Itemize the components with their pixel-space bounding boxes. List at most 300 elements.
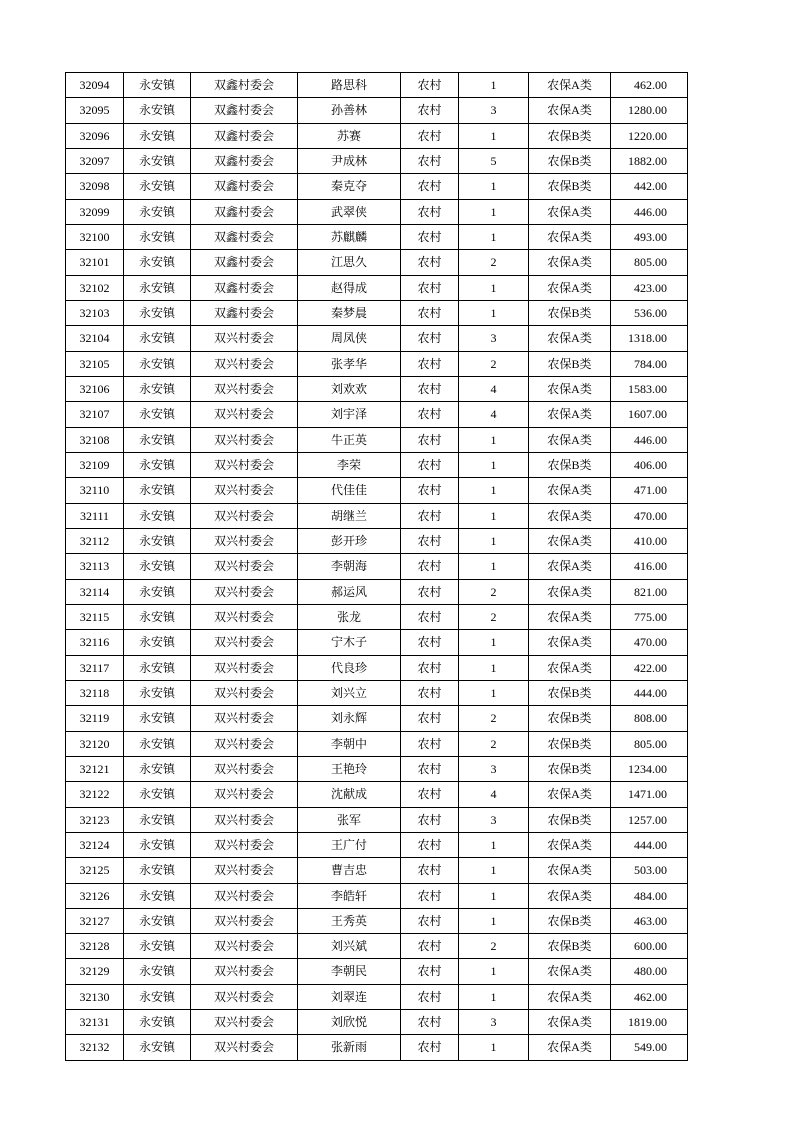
cell-residence: 农村 xyxy=(401,731,459,756)
cell-category: 农保A类 xyxy=(529,250,611,275)
cell-residence: 农村 xyxy=(401,326,459,351)
cell-category: 农保A类 xyxy=(529,1010,611,1035)
cell-residence: 农村 xyxy=(401,250,459,275)
cell-town: 永安镇 xyxy=(124,427,191,452)
table-row xyxy=(66,1010,688,1035)
cell-name: 秦梦晨 xyxy=(298,300,401,325)
cell-town: 永安镇 xyxy=(124,630,191,655)
cell-category: 农保A类 xyxy=(529,402,611,427)
cell-id: 32115 xyxy=(66,604,124,629)
cell-name: 张龙 xyxy=(298,604,401,629)
cell-count: 1 xyxy=(459,123,529,148)
cell-amount: 1607.00 xyxy=(611,402,688,427)
cell-amount: 549.00 xyxy=(611,1035,688,1060)
cell-village: 双兴村委会 xyxy=(191,503,298,528)
cell-amount: 416.00 xyxy=(611,554,688,579)
cell-amount: 444.00 xyxy=(611,832,688,857)
table-row xyxy=(66,604,688,629)
cell-town: 永安镇 xyxy=(124,984,191,1009)
cell-category: 农保B类 xyxy=(529,351,611,376)
cell-count: 1 xyxy=(459,630,529,655)
cell-name: 刘兴立 xyxy=(298,680,401,705)
table-row xyxy=(66,908,688,933)
cell-village: 双兴村委会 xyxy=(191,402,298,427)
cell-count: 1 xyxy=(459,655,529,680)
cell-count: 3 xyxy=(459,326,529,351)
cell-count: 4 xyxy=(459,782,529,807)
table-row xyxy=(66,148,688,173)
cell-count: 2 xyxy=(459,351,529,376)
cell-residence: 农村 xyxy=(401,655,459,680)
table-row xyxy=(66,73,688,98)
cell-id: 32116 xyxy=(66,630,124,655)
cell-town: 永安镇 xyxy=(124,503,191,528)
cell-count: 1 xyxy=(459,908,529,933)
cell-amount: 470.00 xyxy=(611,503,688,528)
cell-village: 双兴村委会 xyxy=(191,604,298,629)
cell-residence: 农村 xyxy=(401,98,459,123)
cell-category: 农保B类 xyxy=(529,452,611,477)
table-row xyxy=(66,174,688,199)
cell-category: 农保A类 xyxy=(529,199,611,224)
cell-id: 32125 xyxy=(66,858,124,883)
cell-id: 32103 xyxy=(66,300,124,325)
cell-residence: 农村 xyxy=(401,427,459,452)
table-row xyxy=(66,934,688,959)
cell-residence: 农村 xyxy=(401,680,459,705)
cell-residence: 农村 xyxy=(401,402,459,427)
cell-category: 农保A类 xyxy=(529,554,611,579)
cell-name: 李皓轩 xyxy=(298,883,401,908)
cell-id: 32096 xyxy=(66,123,124,148)
cell-amount: 1471.00 xyxy=(611,782,688,807)
cell-residence: 农村 xyxy=(401,554,459,579)
cell-category: 农保A类 xyxy=(529,528,611,553)
cell-village: 双兴村委会 xyxy=(191,680,298,705)
cell-residence: 农村 xyxy=(401,934,459,959)
table-row xyxy=(66,1035,688,1060)
cell-amount: 805.00 xyxy=(611,250,688,275)
cell-residence: 农村 xyxy=(401,908,459,933)
cell-village: 双鑫村委会 xyxy=(191,174,298,199)
cell-residence: 农村 xyxy=(401,275,459,300)
cell-village: 双兴村委会 xyxy=(191,908,298,933)
cell-name: 王广付 xyxy=(298,832,401,857)
cell-village: 双兴村委会 xyxy=(191,1035,298,1060)
cell-amount: 470.00 xyxy=(611,630,688,655)
cell-amount: 462.00 xyxy=(611,73,688,98)
cell-village: 双兴村委会 xyxy=(191,655,298,680)
cell-category: 农保A类 xyxy=(529,224,611,249)
cell-category: 农保B类 xyxy=(529,680,611,705)
table-row xyxy=(66,782,688,807)
table-row xyxy=(66,300,688,325)
cell-residence: 农村 xyxy=(401,807,459,832)
cell-amount: 423.00 xyxy=(611,275,688,300)
cell-village: 双鑫村委会 xyxy=(191,199,298,224)
cell-name: 周凤侠 xyxy=(298,326,401,351)
cell-name: 王艳玲 xyxy=(298,756,401,781)
table-row xyxy=(66,503,688,528)
table-row xyxy=(66,655,688,680)
cell-name: 张军 xyxy=(298,807,401,832)
cell-amount: 410.00 xyxy=(611,528,688,553)
table-row xyxy=(66,706,688,731)
cell-town: 永安镇 xyxy=(124,959,191,984)
cell-id: 32105 xyxy=(66,351,124,376)
cell-residence: 农村 xyxy=(401,174,459,199)
table-row xyxy=(66,452,688,477)
cell-amount: 480.00 xyxy=(611,959,688,984)
cell-town: 永安镇 xyxy=(124,402,191,427)
cell-name: 苏麒麟 xyxy=(298,224,401,249)
table-row xyxy=(66,376,688,401)
cell-village: 双兴村委会 xyxy=(191,554,298,579)
cell-name: 王秀英 xyxy=(298,908,401,933)
cell-village: 双兴村委会 xyxy=(191,832,298,857)
benefits-table xyxy=(65,72,688,1061)
cell-id: 32122 xyxy=(66,782,124,807)
cell-name: 郝运风 xyxy=(298,579,401,604)
table-row xyxy=(66,984,688,1009)
cell-residence: 农村 xyxy=(401,376,459,401)
cell-town: 永安镇 xyxy=(124,452,191,477)
cell-town: 永安镇 xyxy=(124,528,191,553)
cell-id: 32126 xyxy=(66,883,124,908)
cell-town: 永安镇 xyxy=(124,300,191,325)
cell-residence: 农村 xyxy=(401,756,459,781)
cell-name: 尹成林 xyxy=(298,148,401,173)
cell-amount: 808.00 xyxy=(611,706,688,731)
cell-village: 双鑫村委会 xyxy=(191,300,298,325)
cell-village: 双兴村委会 xyxy=(191,478,298,503)
cell-residence: 农村 xyxy=(401,1010,459,1035)
cell-village: 双兴村委会 xyxy=(191,984,298,1009)
cell-count: 1 xyxy=(459,883,529,908)
cell-category: 农保A类 xyxy=(529,503,611,528)
cell-name: 曹吉忠 xyxy=(298,858,401,883)
cell-amount: 1280.00 xyxy=(611,98,688,123)
cell-count: 1 xyxy=(459,478,529,503)
cell-town: 永安镇 xyxy=(124,706,191,731)
cell-amount: 484.00 xyxy=(611,883,688,908)
cell-town: 永安镇 xyxy=(124,1035,191,1060)
cell-count: 1 xyxy=(459,680,529,705)
cell-name: 江思久 xyxy=(298,250,401,275)
cell-id: 32095 xyxy=(66,98,124,123)
cell-count: 1 xyxy=(459,427,529,452)
cell-amount: 493.00 xyxy=(611,224,688,249)
cell-category: 农保B类 xyxy=(529,174,611,199)
cell-town: 永安镇 xyxy=(124,604,191,629)
cell-id: 32118 xyxy=(66,680,124,705)
cell-name: 沈献成 xyxy=(298,782,401,807)
cell-town: 永安镇 xyxy=(124,579,191,604)
cell-village: 双兴村委会 xyxy=(191,782,298,807)
cell-town: 永安镇 xyxy=(124,731,191,756)
cell-town: 永安镇 xyxy=(124,73,191,98)
cell-id: 32113 xyxy=(66,554,124,579)
cell-town: 永安镇 xyxy=(124,756,191,781)
cell-town: 永安镇 xyxy=(124,934,191,959)
cell-amount: 1882.00 xyxy=(611,148,688,173)
cell-count: 1 xyxy=(459,858,529,883)
cell-id: 32127 xyxy=(66,908,124,933)
cell-id: 32100 xyxy=(66,224,124,249)
cell-town: 永安镇 xyxy=(124,148,191,173)
cell-residence: 农村 xyxy=(401,832,459,857)
cell-count: 2 xyxy=(459,579,529,604)
cell-town: 永安镇 xyxy=(124,908,191,933)
table-row xyxy=(66,959,688,984)
cell-name: 李朝中 xyxy=(298,731,401,756)
cell-town: 永安镇 xyxy=(124,680,191,705)
cell-town: 永安镇 xyxy=(124,98,191,123)
cell-count: 1 xyxy=(459,528,529,553)
cell-town: 永安镇 xyxy=(124,123,191,148)
cell-name: 代良珍 xyxy=(298,655,401,680)
cell-category: 农保A类 xyxy=(529,984,611,1009)
cell-village: 双鑫村委会 xyxy=(191,73,298,98)
cell-village: 双兴村委会 xyxy=(191,630,298,655)
cell-village: 双鑫村委会 xyxy=(191,123,298,148)
cell-id: 32132 xyxy=(66,1035,124,1060)
table-row xyxy=(66,756,688,781)
cell-residence: 农村 xyxy=(401,452,459,477)
cell-name: 李朝海 xyxy=(298,554,401,579)
cell-count: 1 xyxy=(459,199,529,224)
cell-name: 孙善林 xyxy=(298,98,401,123)
table-row xyxy=(66,98,688,123)
cell-village: 双鑫村委会 xyxy=(191,148,298,173)
cell-name: 刘永辉 xyxy=(298,706,401,731)
cell-town: 永安镇 xyxy=(124,376,191,401)
cell-town: 永安镇 xyxy=(124,883,191,908)
cell-amount: 805.00 xyxy=(611,731,688,756)
cell-id: 32120 xyxy=(66,731,124,756)
cell-residence: 农村 xyxy=(401,782,459,807)
table-row xyxy=(66,807,688,832)
cell-amount: 775.00 xyxy=(611,604,688,629)
cell-category: 农保A类 xyxy=(529,376,611,401)
cell-residence: 农村 xyxy=(401,73,459,98)
cell-id: 32097 xyxy=(66,148,124,173)
cell-count: 2 xyxy=(459,934,529,959)
table-row xyxy=(66,883,688,908)
cell-count: 1 xyxy=(459,503,529,528)
cell-village: 双兴村委会 xyxy=(191,959,298,984)
cell-name: 刘翠连 xyxy=(298,984,401,1009)
cell-residence: 农村 xyxy=(401,224,459,249)
cell-name: 路思科 xyxy=(298,73,401,98)
cell-category: 农保A类 xyxy=(529,579,611,604)
cell-count: 1 xyxy=(459,959,529,984)
cell-name: 刘欣悦 xyxy=(298,1010,401,1035)
cell-count: 2 xyxy=(459,706,529,731)
cell-amount: 536.00 xyxy=(611,300,688,325)
cell-category: 农保B类 xyxy=(529,807,611,832)
cell-category: 农保B类 xyxy=(529,706,611,731)
table-row xyxy=(66,731,688,756)
cell-id: 32101 xyxy=(66,250,124,275)
cell-town: 永安镇 xyxy=(124,1010,191,1035)
cell-town: 永安镇 xyxy=(124,554,191,579)
cell-category: 农保A类 xyxy=(529,326,611,351)
cell-id: 32099 xyxy=(66,199,124,224)
table-row xyxy=(66,123,688,148)
cell-amount: 1318.00 xyxy=(611,326,688,351)
table-row xyxy=(66,832,688,857)
cell-residence: 农村 xyxy=(401,959,459,984)
cell-category: 农保A类 xyxy=(529,655,611,680)
cell-amount: 446.00 xyxy=(611,199,688,224)
cell-id: 32121 xyxy=(66,756,124,781)
cell-category: 农保A类 xyxy=(529,832,611,857)
table-body xyxy=(66,73,688,1061)
cell-category: 农保A类 xyxy=(529,1035,611,1060)
table-row xyxy=(66,478,688,503)
cell-category: 农保B类 xyxy=(529,148,611,173)
cell-amount: 463.00 xyxy=(611,908,688,933)
cell-name: 苏赛 xyxy=(298,123,401,148)
table-row xyxy=(66,326,688,351)
cell-id: 32128 xyxy=(66,934,124,959)
cell-amount: 1234.00 xyxy=(611,756,688,781)
cell-village: 双兴村委会 xyxy=(191,731,298,756)
cell-residence: 农村 xyxy=(401,478,459,503)
cell-id: 32114 xyxy=(66,579,124,604)
cell-count: 1 xyxy=(459,452,529,477)
cell-name: 刘宇泽 xyxy=(298,402,401,427)
cell-count: 2 xyxy=(459,250,529,275)
cell-town: 永安镇 xyxy=(124,858,191,883)
cell-name: 彭开珍 xyxy=(298,528,401,553)
cell-village: 双兴村委会 xyxy=(191,807,298,832)
cell-village: 双鑫村委会 xyxy=(191,275,298,300)
table-row xyxy=(66,680,688,705)
cell-village: 双兴村委会 xyxy=(191,528,298,553)
cell-village: 双兴村委会 xyxy=(191,934,298,959)
cell-residence: 农村 xyxy=(401,604,459,629)
cell-village: 双兴村委会 xyxy=(191,427,298,452)
cell-id: 32107 xyxy=(66,402,124,427)
cell-residence: 农村 xyxy=(401,630,459,655)
cell-id: 32129 xyxy=(66,959,124,984)
cell-id: 32109 xyxy=(66,452,124,477)
cell-name: 胡继兰 xyxy=(298,503,401,528)
cell-village: 双鑫村委会 xyxy=(191,250,298,275)
cell-name: 李朝民 xyxy=(298,959,401,984)
cell-id: 32106 xyxy=(66,376,124,401)
table-row xyxy=(66,528,688,553)
cell-category: 农保A类 xyxy=(529,782,611,807)
cell-category: 农保A类 xyxy=(529,604,611,629)
cell-amount: 1220.00 xyxy=(611,123,688,148)
cell-residence: 农村 xyxy=(401,579,459,604)
cell-count: 2 xyxy=(459,604,529,629)
cell-id: 32094 xyxy=(66,73,124,98)
cell-category: 农保B类 xyxy=(529,756,611,781)
table-row xyxy=(66,275,688,300)
cell-town: 永安镇 xyxy=(124,478,191,503)
cell-count: 3 xyxy=(459,756,529,781)
cell-category: 农保A类 xyxy=(529,73,611,98)
cell-village: 双兴村委会 xyxy=(191,858,298,883)
cell-name: 武翠侠 xyxy=(298,199,401,224)
cell-name: 代佳佳 xyxy=(298,478,401,503)
cell-amount: 600.00 xyxy=(611,934,688,959)
cell-category: 农保B类 xyxy=(529,300,611,325)
cell-village: 双兴村委会 xyxy=(191,883,298,908)
table-row xyxy=(66,427,688,452)
cell-id: 32102 xyxy=(66,275,124,300)
cell-amount: 503.00 xyxy=(611,858,688,883)
cell-town: 永安镇 xyxy=(124,807,191,832)
cell-id: 32123 xyxy=(66,807,124,832)
table-row xyxy=(66,250,688,275)
cell-residence: 农村 xyxy=(401,148,459,173)
cell-count: 4 xyxy=(459,402,529,427)
cell-amount: 1583.00 xyxy=(611,376,688,401)
cell-category: 农保A类 xyxy=(529,427,611,452)
cell-amount: 444.00 xyxy=(611,680,688,705)
cell-village: 双兴村委会 xyxy=(191,1010,298,1035)
cell-amount: 446.00 xyxy=(611,427,688,452)
cell-village: 双兴村委会 xyxy=(191,756,298,781)
cell-town: 永安镇 xyxy=(124,250,191,275)
cell-village: 双兴村委会 xyxy=(191,452,298,477)
table-row xyxy=(66,351,688,376)
cell-id: 32119 xyxy=(66,706,124,731)
cell-amount: 821.00 xyxy=(611,579,688,604)
cell-count: 4 xyxy=(459,376,529,401)
cell-town: 永安镇 xyxy=(124,832,191,857)
cell-village: 双兴村委会 xyxy=(191,376,298,401)
cell-category: 农保A类 xyxy=(529,630,611,655)
table-row xyxy=(66,402,688,427)
cell-amount: 422.00 xyxy=(611,655,688,680)
cell-town: 永安镇 xyxy=(124,326,191,351)
cell-id: 32111 xyxy=(66,503,124,528)
cell-village: 双兴村委会 xyxy=(191,351,298,376)
cell-amount: 462.00 xyxy=(611,984,688,1009)
cell-name: 秦克夺 xyxy=(298,174,401,199)
cell-residence: 农村 xyxy=(401,883,459,908)
table-row xyxy=(66,199,688,224)
cell-residence: 农村 xyxy=(401,199,459,224)
cell-amount: 1257.00 xyxy=(611,807,688,832)
cell-count: 1 xyxy=(459,554,529,579)
cell-count: 2 xyxy=(459,731,529,756)
cell-village: 双鑫村委会 xyxy=(191,98,298,123)
cell-name: 李荣 xyxy=(298,452,401,477)
cell-residence: 农村 xyxy=(401,706,459,731)
cell-count: 3 xyxy=(459,98,529,123)
cell-count: 1 xyxy=(459,174,529,199)
cell-count: 1 xyxy=(459,832,529,857)
table-row xyxy=(66,224,688,249)
cell-residence: 农村 xyxy=(401,300,459,325)
cell-amount: 406.00 xyxy=(611,452,688,477)
cell-amount: 1819.00 xyxy=(611,1010,688,1035)
cell-category: 农保A类 xyxy=(529,275,611,300)
cell-count: 1 xyxy=(459,275,529,300)
cell-town: 永安镇 xyxy=(124,275,191,300)
cell-id: 32108 xyxy=(66,427,124,452)
cell-count: 3 xyxy=(459,807,529,832)
cell-category: 农保B类 xyxy=(529,934,611,959)
cell-category: 农保B类 xyxy=(529,123,611,148)
